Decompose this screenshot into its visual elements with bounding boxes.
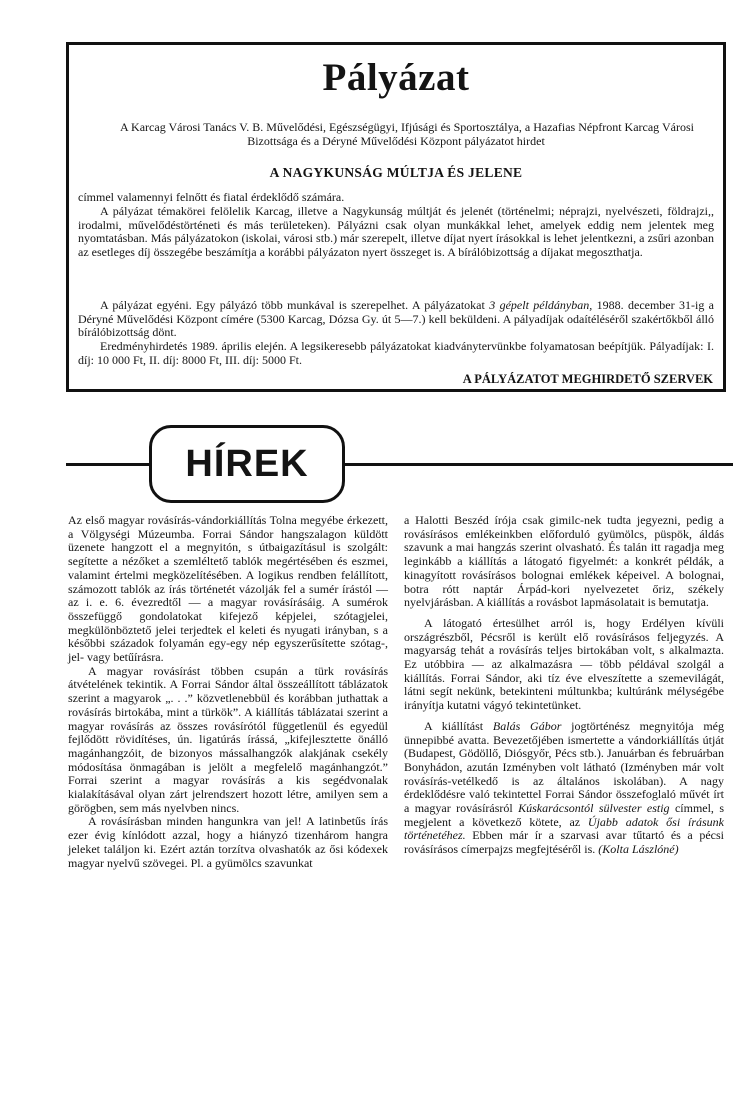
text-run: Ebben már ír a szarvasi avar tűtartó és a pécsi rovásírásos címerpajzs megfejtéséről is. [404,828,724,857]
announcement-paragraph: Eredményhirdetés 1989. április elején. A legsikeresebb pályázatokat kiadványtervünkbe folyamatosan beépítjük. Pályadíjak: I. díj: 10 000 Ft, II. díj: 8000 Ft, III. díj: 5000 Ft. [78,339,714,367]
text-run: címmel, s megjelent a következő kötete, az [404,801,724,829]
article-column-right [404,514,724,857]
text-run-italic: Balás Gábor [492,718,562,733]
article-paragraph: A rovásírásban minden hangunkra van jel! A latinbetűs írás ezer évig kínlódott azzal, hogy a hiányzó tizenhárom hangra jeleket találjon ki. Ezért aztán torzítva olvashatók az ősi kódexek magyar nyelvű szövegei. Pl. a gyümölcs szavunkat [68,814,388,870]
announcement-intro: A Karcag Városi Tanács V. B. Művelődési, Egészségügyi, Ifjúsági és Sportosztálya, a Hazafias Népfront Karcag Városi Bizottsága és a Déryné Művelődési Központ pályázatot hirdet [120,120,694,148]
article-column-left [68,514,388,870]
text-run: jogtörténész megnyitója még ünnepibbé avatta. Bevezetőjében ismertette a vándorkiállítás útját (Budapest, Gödöllő, Diósgyőr, Pécs stb.). Januárban és februárban Bonyhádon, azután Izményben volt látható (Izményben már volt rovásírás-vetélkedő is az általános iskolában). A nagy érdeklődésre való tekintettel Forrai Sándor összefoglaló művét írt a magyar rovásírásról [404,718,724,816]
announcement-paragraph: A pályázat témakörei felölelik Karcag, illetve a Nagykunság múltját és jelenét (történelmi; néprajzi, nyelvészeti, földrajzi,, irodalmi, művelődéstörténeti és más területeken). Pályázni csak olyan munkákkal lehet, amelyek eddig nem jelentek meg nyomtatásban. Más pályázatokon (iskolai, városi stb.) már szerepelt, illetve díjat nyert írásokkal is lehet jelentkezni, a zsűri azonban az esetleges díj összegébe beszámítja a korábbi pályázaton nyert összeget is. A bírálóbizottság a díjakat megoszthatja. [78,204,714,259]
article-paragraph [404,720,724,857]
announcement-signature: A PÁLYÁZATOT MEGHIRDETŐ SZERVEK [462,372,713,386]
text-run-italic: 3 gépelt példányban, [489,298,593,312]
text-run: A pályázat egyéni. Egy pályázó több munkával is szerepelhet. A pályázatokat [100,298,490,312]
text-run: 1988. december 31-ig a Déryné Művelődési Központ címére (5300 Karcag, Dózsa Gy. út 5—7.) kell beküldeni. A pályadíjak odaítéléséről szakértőkből álló bírálóbizottság dönt. [78,298,715,340]
article-paragraph: A látogató értesülhet arról is, hogy Erdélyen kívüli országrészből, Pécsről is került elő rovásírásos feljegyzés. A magyarság tehát a rovásírás teljes birtokában volt, s alkalmazta. Ez utóbbira — az alkalmazásra — több példával szolgál a kiállítás. Forrai Sándor, aki tíz éve elveszítette a szemevilágát, látni segít nekünk, betekinteni múltunkba; kultúránk mélységébe irányítja kutatni vágyó tekintetünket. [404,615,724,713]
contest-announcement-box [66,42,726,392]
text-run: A kiállítást [424,718,493,733]
news-banner [149,425,345,503]
announcement-paragraph: címmel valamennyi felnőtt és fiatal érdeklődő számára. [78,190,345,204]
announcement-paragraph [78,299,714,340]
article-paragraph: A magyar rovásírást többen csupán a türk rovásírás átvételének tekintik. A Forrai Sándor által összeállított táblázatok szerint a magyarok „. . .” közvetlenebbül és korábban juthattak a rovásírás birtokába, mint a türkök”. A kiállítás táblázatai szerint a magyar rovásírás az összes rovásírótól függetlenül és egyedül fejlődött rövidítéses, ún. ligatúrás írássá, „kifejlesztette önálló magánhangzóit, de bizonyos mássalhangzók alakjának csekély módosítása önmagában is jelölt a megfelelő magánhangzót.” Forrai szerint a magyar rovásírás a kis segédvonalak kialakításával olyan zárt jelrendszert hozott létre, amilyen sem a görögben, sem más nyelvben nincs. [68,663,388,815]
news-banner-label: HÍREK [185,443,309,485]
text-run-italic: Kúskarácsontól sülvester estig [518,801,670,816]
announcement-subtitle: A NAGYKUNSÁG MÚLTJA ÉS JELENE [269,165,523,180]
article-paragraph: a Halotti Beszéd írója csak gimilc-nek tudta jegyezni, pedig a rovásírásos emlékeinkben előforduló gyümölcs, püspök, áldás szavunk a mai hangzás szerint olvasható. És talán itt ragadja meg leginkább a kiállítás a látogató figyelmét: a konkrét példák, a kinagyított rovásírásos bolognai emlékek képeivel. A bolognai, botra rótt naptár Árpád-kori nyelvezetet őriz, székely nyelvjárásban. A kiállítás a rovásbot lapmásolatait is bemutatja. [404,513,724,610]
announcement-title: Pályázat [322,56,470,99]
text-run-italic: Újabb adatok ősi írásunk történetéhez. [404,814,724,843]
article-author: (Kolta Lászlóné) [598,842,679,857]
article-paragraph: Az első magyar rovásírás-vándorkiállítás Tolna megyébe érkezett, a Völgységi Múzeumba. Forrai Sándor hangszalagon küldött üzenete hangzott el a megnyitón, s útbaigazításul is szolgált: segítette a nézőket a szemléltető tablók megértésében és eszmei, valamint értelmi megközelítésében. A logikus rendben felállított, számozott tablók az írás történetét vázolják fel a sumér írástól — az i. e. 6. évezredtől — a magyar rovásírásáig. A sumérok összefüggő gondolatokat kifejező képjelei, szótagjelei, megkülönböztető jelei terjedtek el keleti és nyugati irányban, s a későbbi századok folyamán egy-egy nép egyszerűsítette szótag-, jel- vagy betűírásra. [68,513,388,665]
